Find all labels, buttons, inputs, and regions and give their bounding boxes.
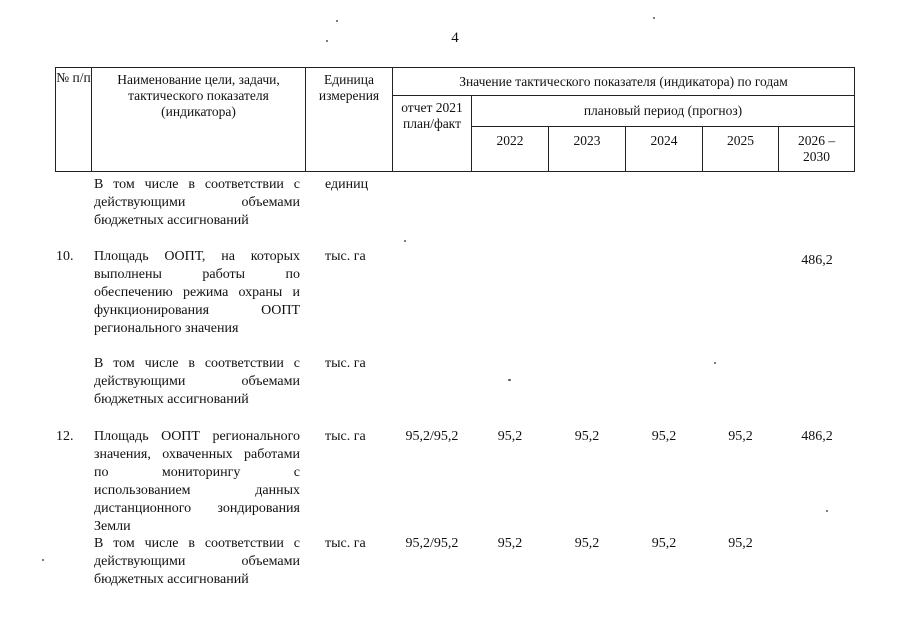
table-header [55, 67, 855, 172]
row-value-2023: 95,2 [574, 429, 600, 444]
header-name: Наименование цели, задачи, тактического показателя (индикатора) [91, 67, 306, 172]
header-year-2026-2030: 2026 – 2030 [778, 126, 855, 172]
row-value-report: 95,2/95,2 [405, 429, 459, 444]
scan-speck [42, 559, 44, 561]
row-unit: тыс. га [325, 536, 366, 551]
scan-speck [404, 240, 406, 242]
header-year-2023: 2023 [548, 126, 626, 172]
row-value-2025: 95,2 [728, 429, 753, 444]
scan-speck [336, 20, 338, 22]
header-year-2022: 2022 [471, 126, 549, 172]
row-value-2026-2030: 486,2 [801, 429, 833, 444]
row-name: В том числе в соответствии с действующими объемами бюджетных ассигнований [94, 177, 300, 228]
scan-speck [714, 362, 716, 364]
row-unit: тыс. га [325, 249, 366, 264]
scan-speck [653, 17, 655, 19]
scan-speck [326, 40, 328, 42]
row-name: В том числе в соответствии с действующими объемами бюджетных ассигнований [94, 536, 300, 587]
row-name: Площадь ООПТ регионального значения, охваченных работами по мониторингу с использованием данных дистанционного зондирования Земли [94, 429, 300, 534]
header-report: отчет 2021 план/факт [392, 95, 472, 172]
row-value-2024: 95,2 [651, 429, 677, 444]
row-unit: тыс. га [325, 356, 366, 371]
row-value-report: 95,2/95,2 [405, 536, 459, 551]
header-num: № п/п [55, 67, 92, 172]
page-number: 4 [451, 30, 459, 46]
row-value-2025: 95,2 [728, 536, 753, 551]
scan-speck [826, 510, 828, 512]
header-unit: Единица измерения [305, 67, 393, 172]
header-values-group: Значение тактического показателя (индикатора) по годам [392, 67, 855, 96]
row-value-2022: 95,2 [497, 536, 523, 551]
row-number: 12. [56, 429, 74, 444]
row-name: Площадь ООПТ, на которых выполнены работы по обеспечению режима охраны и функционирования ООПТ регионального значения [94, 249, 300, 336]
row-number: 10. [56, 249, 74, 264]
row-value-2026-2030: 486,2 [801, 253, 833, 268]
header-year-2025: 2025 [702, 126, 779, 172]
row-unit: тыс. га [325, 429, 366, 444]
row-name: В том числе в соответствии с действующими объемами бюджетных ассигнований [94, 356, 300, 407]
row-value-2023: 95,2 [574, 536, 600, 551]
row-unit: единиц [325, 177, 369, 192]
header-year-2024: 2024 [625, 126, 703, 172]
scan-speck [508, 379, 511, 381]
header-plan-period: плановый период (прогноз) [471, 95, 855, 127]
row-value-2024: 95,2 [651, 536, 677, 551]
row-value-2022: 95,2 [497, 429, 523, 444]
